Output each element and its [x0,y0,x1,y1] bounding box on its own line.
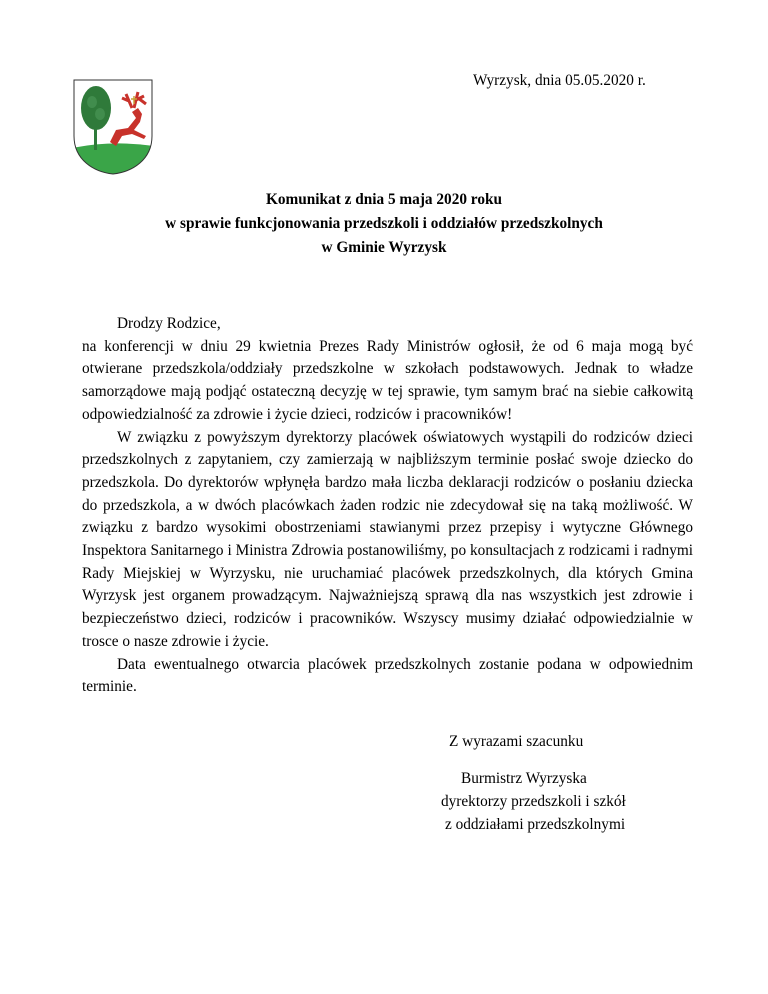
greeting: Drodzy Rodzice, [117,315,221,332]
letter-body [82,313,693,699]
title-line-1: Komunikat z dnia 5 maja 2020 roku [265,191,502,208]
paragraph-3: Data ewentualnego otwarcia placówek przedszkolnych zostanie podana w odpowiednim terminie. [82,655,693,696]
coat-of-arms-icon [72,78,154,176]
paragraph-1: na konferencji w dniu 29 kwietnia Prezes Rady Ministrów ogłosił, że od 6 maja mogą być otwierane przedszkola/oddziały przedszkolne w szkołach podstawowych. Jednak to władze samorządowe mają podjąć ostateczną decyzję w tej sprawie, tym samym brać na siebie całkowitą odpowiedzialność za zdrowie i życie dzieci, rodziców i pracowników! [82,337,693,423]
title-line-2: w sprawie funkcjonowania przedszkoli i oddziałów przedszkolnych [165,215,603,232]
closing: Z wyrazami szacunku [449,733,584,750]
paragraph-2: W związku z powyższym dyrektorzy placówek oświatowych wystąpili do rodziców dzieci przedszkolnych z zapytaniem, czy zamierzają w najbliższym terminie posłać swoje dziecko do przedszkola. Do dyrektorów wpłynęła bardzo mała liczba deklaracji rodziców o posłaniu dziecka do przedszkola, a w dwóch placówkach żaden rodzic nie zdecydował się na taką możliwość. W związku z bardzo wysokimi obostrzeniami stawianymi przez przepisy i wytyczne Głównego Inspektora Sanitarnego i Ministra Zdrowia postanowiliśmy, po konsultacjach z rodzicami i radnymi Rady Miejskiej w Wyrzysku, nie uruchamiać placówek przedszkolnych, dla których Gmina Wyrzysk jest organem prowadzącym. Najważniejszą sprawą dla nas wszystkich jest zdrowie i bezpieczeństwo dzieci, rodziców i pracowników. Wszyscy musimy działać odpowiedzialnie w trosce o nasze zdrowie i życie. [82,428,693,650]
signature-line-2: dyrektorzy przedszkoli i szkół [441,793,626,810]
place-date: Wyrzysk, dnia 05.05.2020 r. [473,72,646,89]
document-title [0,188,768,260]
title-line-3: w Gminie Wyrzysk [321,239,447,256]
signature-line-1: Burmistrz Wyrzyska [461,770,587,787]
signature-line-3: z oddziałami przedszkolnymi [445,816,626,833]
